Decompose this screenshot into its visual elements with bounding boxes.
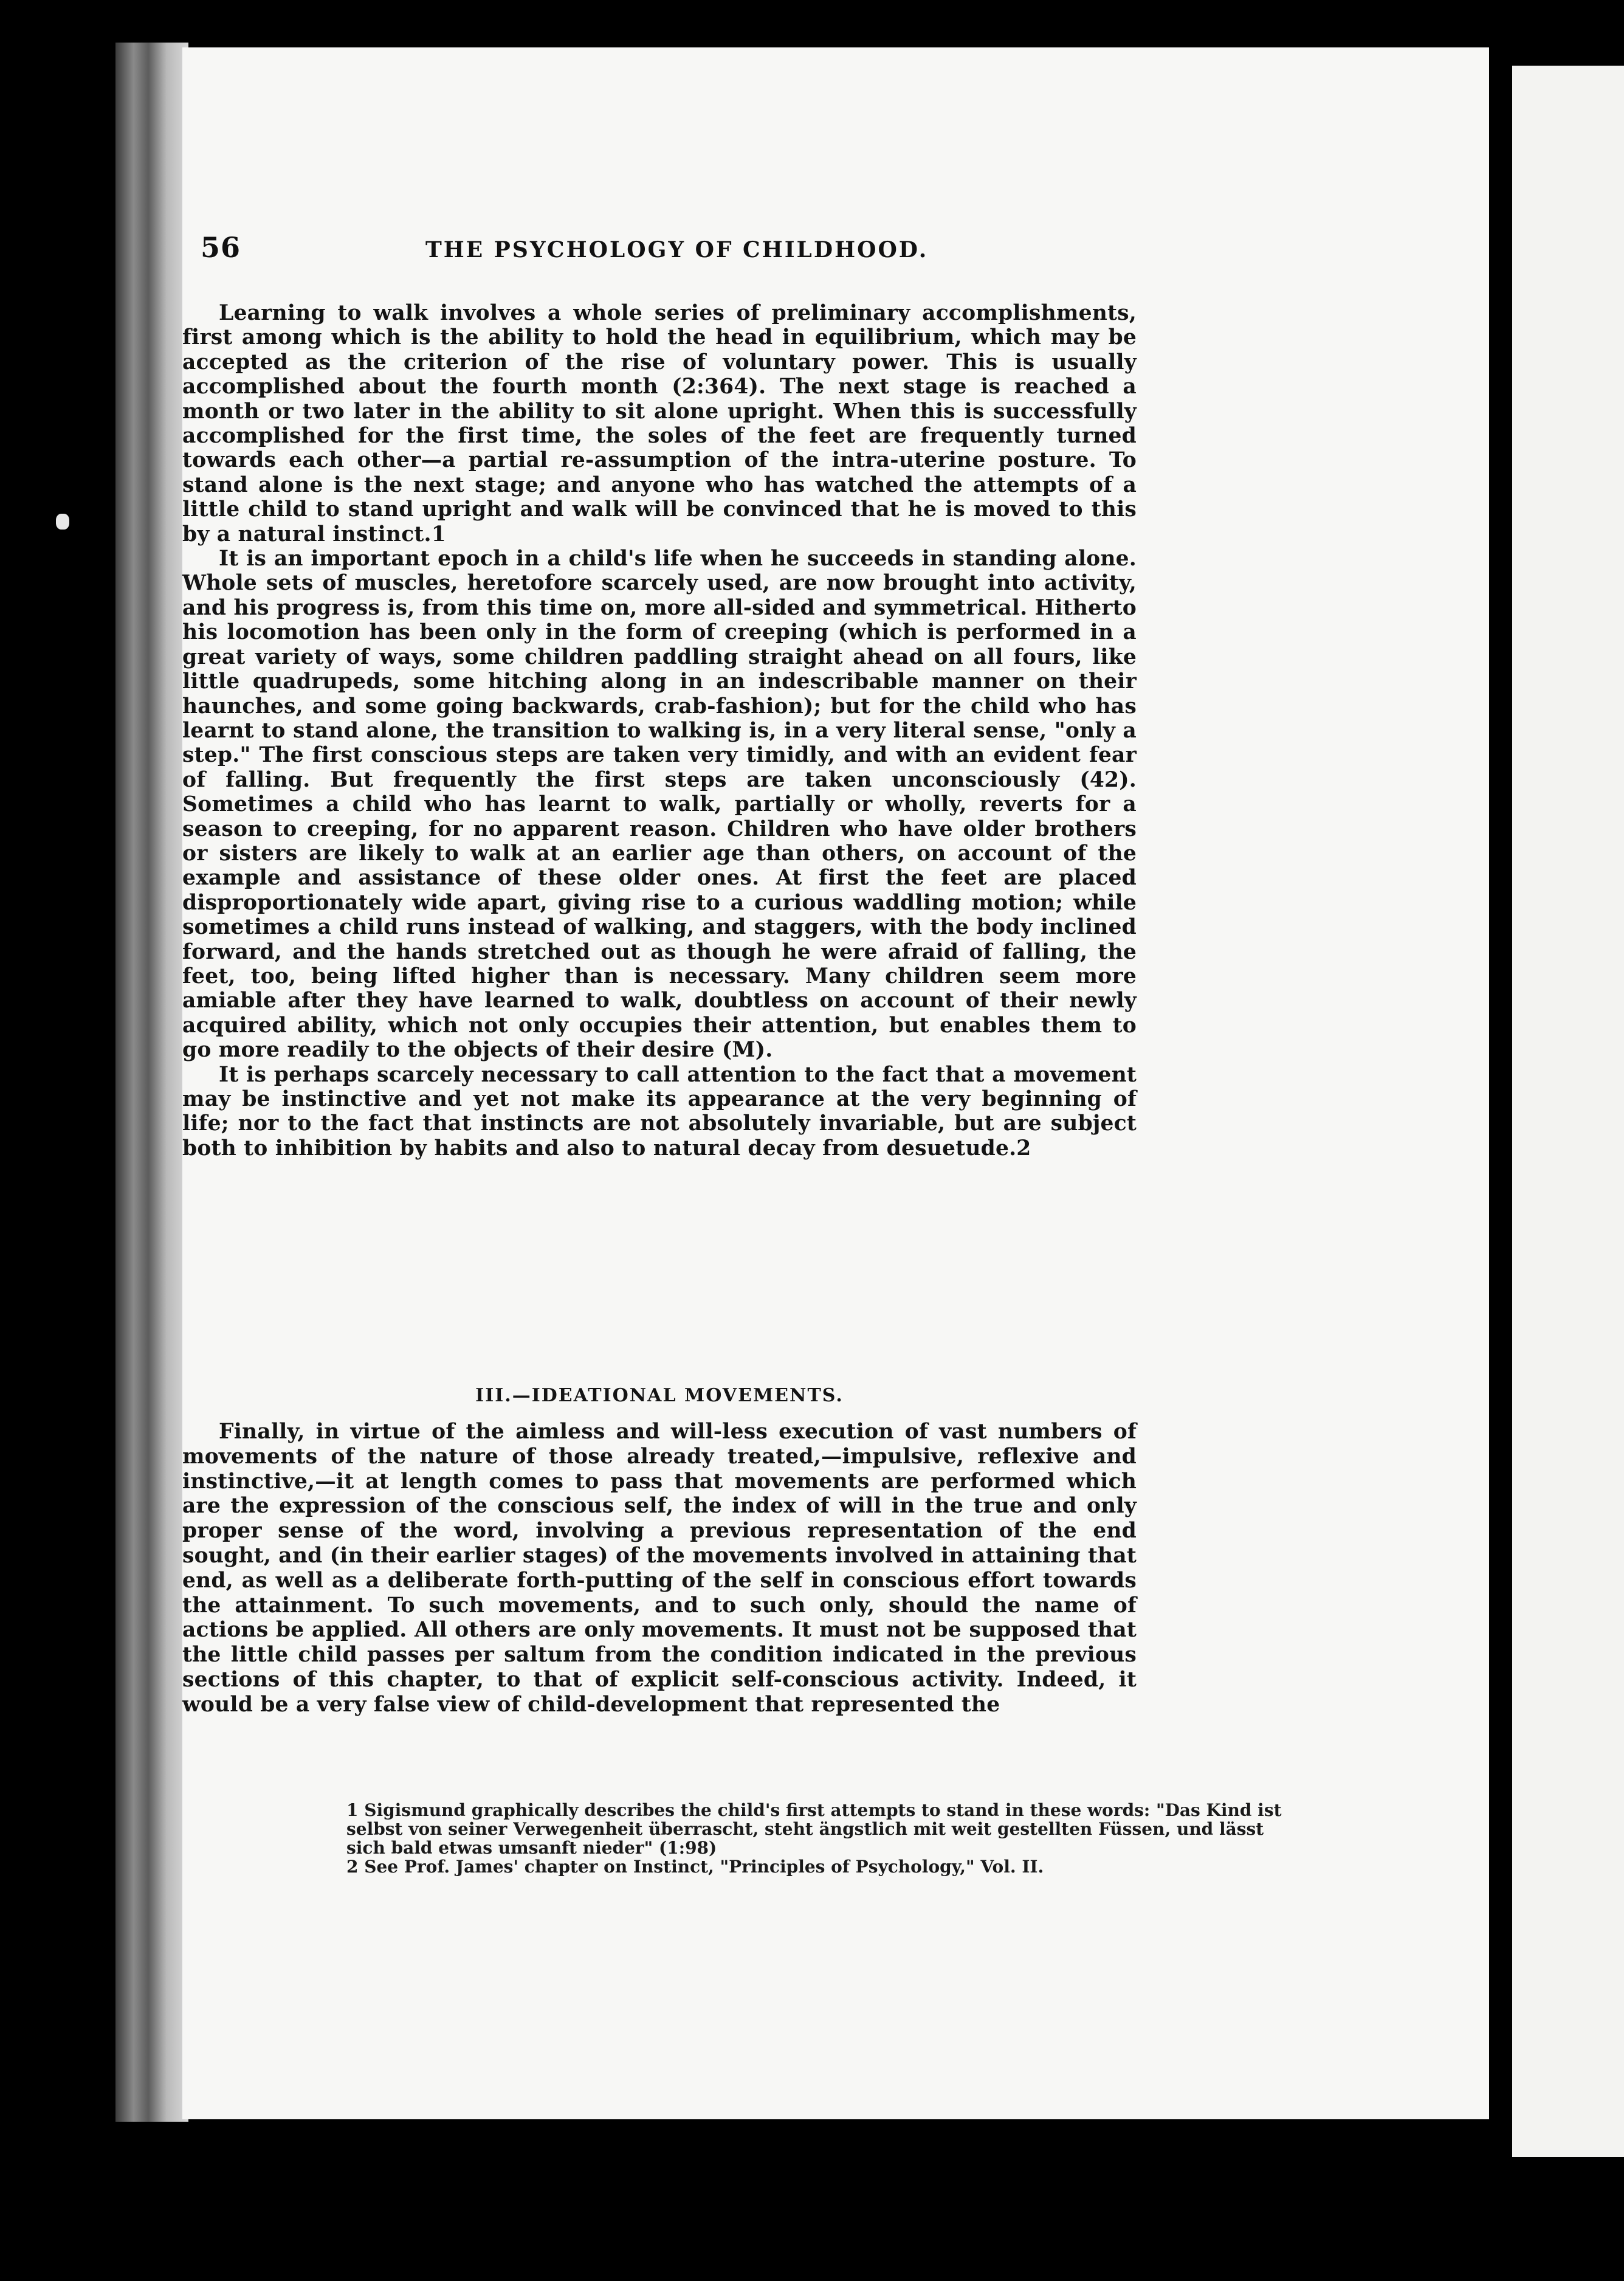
- paragraph: It is an important epoch in a child's life when he succeeds in standing alone. Whole sets of muscles, heretofore scarcely used, are now brought into activity, and his progress is, from this time on, more all-sided and symmetrical. Hitherto his locomotion has been only in the form of creeping (which is performed in a great variety of ways, some children paddling straight ahead on all fours, like little quadrupeds, some hitching along in an indescribable manner on their haunches, and some going backwards, crab-fashion); but for the child who has learnt to stand alone, the transition to walking is, in a very literal sense, "only a step." The first conscious steps are taken very timidly, and with an evident fear of falling. But frequently the first steps are taken unconsciously (42). Sometimes a child who has learnt to walk, partially or wholly, reverts for a season to creeping, for no apparent reason. Children who have older brothers or sisters are likely to walk at an earlier age than others, on account of the example and assistance of these older ones. At first the feet are placed disproportionately wide apart, giving rise to a curious waddling motion; while sometimes a child runs instead of walking, and staggers, with the body inclined forward, and the hands stretched out as though he were afraid of falling, the feet, too, being lifted higher than is necessary. Many children seem more amiable after they have learned to walk, doubtless on account of their newly acquired ability, which not only occupies their attention, but enables them to go more readily to the objects of their desire (M).: [182, 547, 1137, 1063]
- paragraph: Finally, in virtue of the aimless and will-less execution of vast numbers of movements of the nature of those already treated,—impulsive, reflexive and instinctive,—it at length comes to pass that movements are performed which are the expression of the conscious self, the index of will in the true and only proper sense of the word, involving a previous representation of the end sought, and (in their earlier stages) of the movements involved in attaining that end, as well as a deliberate forth-putting of the self in conscious effort towards the attainment. To such movements, and to such only, should the name of actions be applied. All others are only movements. It must not be supposed that the little child passes per saltum from the condition indicated in the previous sections of this chapter, to that of explicit self-conscious activity. Indeed, it would be a very false view of child-development that represented the: [182, 1420, 1137, 1717]
- facing-page-edge: [1512, 66, 1624, 2157]
- footnote: 1 Sigismund graphically describes the child's first attempts to stand in these words: "Das Kind ist selbst von seiner Verwegenheit überrascht, steht ängstlich mit weit gestellten Füssen, und lässt sich bald etwas umsanft nieder" (1:98): [346, 1800, 1282, 1858]
- page-number: 56: [201, 231, 241, 264]
- page-header: [201, 231, 1137, 280]
- section-heading: III.—IDEATIONAL MOVEMENTS.: [475, 1385, 844, 1406]
- footnotes: [346, 1801, 1282, 1876]
- margin-speck: [56, 514, 69, 530]
- running-title: THE PSYCHOLOGY OF CHILDHOOD.: [425, 237, 929, 263]
- paragraph: Learning to walk involves a whole series of preliminary accomplishments, first among which is the ability to hold the head in equilibrium, which may be accepted as the criterion of the rise of voluntary power. This is usually accomplished about the fourth month (2:364). The next stage is reached a month or two later in the ability to sit alone upright. When this is successfully accomplished for the first time, the soles of the feet are frequently turned towards each other—a partial re-assumption of the intra-uterine posture. To stand alone is the next stage; and anyone who has watched the attempts of a little child to stand upright and walk will be convinced that he is moved to this by a natural instinct.1: [182, 301, 1137, 547]
- section-text: [182, 1420, 1137, 1717]
- paragraph: It is perhaps scarcely necessary to call attention to the fact that a movement may be instinctive and yet not make its appearance at the very beginning of life; nor to the fact that instincts are not absolutely invariable, but are subject both to inhibition by habits and also to natural decay from desuetude.2: [182, 1062, 1137, 1161]
- main-text: [182, 301, 1137, 1161]
- book-spine-edge: [115, 43, 188, 2122]
- footnote: 2 See Prof. James' chapter on Instinct, "Principles of Psychology," Vol. II.: [346, 1857, 1044, 1877]
